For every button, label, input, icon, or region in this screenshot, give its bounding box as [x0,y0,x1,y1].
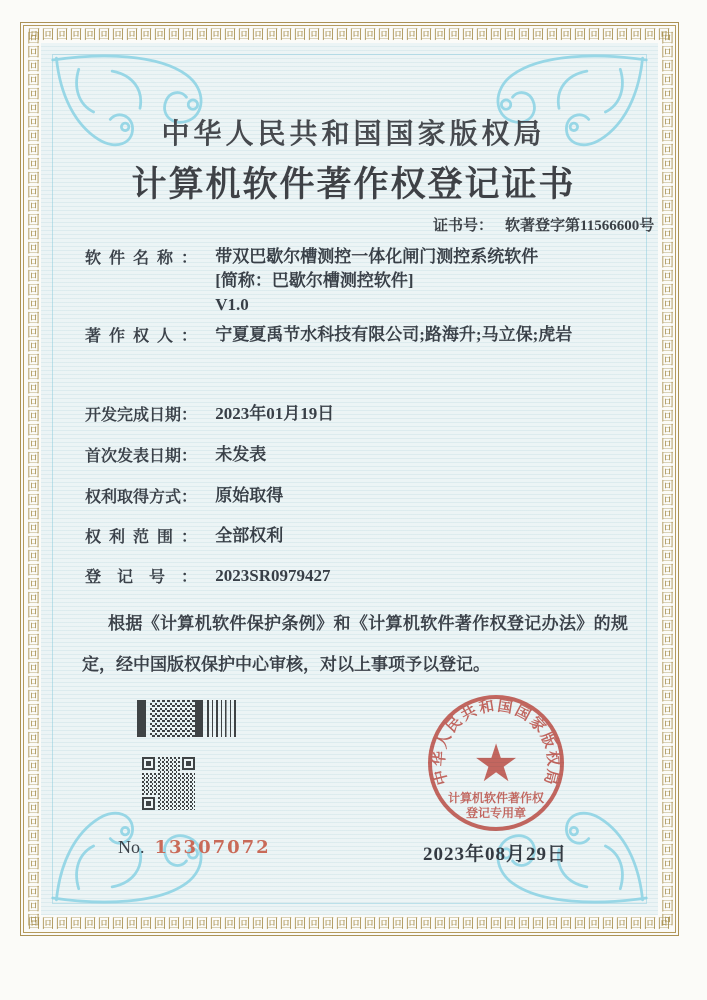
issue-date: 2023年08月29日 [423,844,568,865]
serial-number: 13307072 [154,837,271,858]
field-label-first-publication: 首次发表日期： [85,448,198,465]
border-pattern-right: 回回回回回回回回回回回回回回回回回回回回回回回回回回回回回回回回回回回回回回回回回回回回回回回回回回回回回回回回回回回回回回回回 [659,31,674,927]
qr-code [142,757,195,810]
field-value-acquisition-method: 原始取得 [215,486,284,505]
border-pattern-bottom: 回回回回回回回回回回回回回回回回回回回回回回回回回回回回回回回回回回回回回回回回回回回回回回 [27,916,672,931]
seal-star-icon: ★ [472,736,520,793]
border-pattern-left: 回回回回回回回回回回回回回回回回回回回回回回回回回回回回回回回回回回回回回回回回回回回回回回回回回回回回回回回回回回回回回回回回 [25,31,40,927]
field-value-copyright-owner: 宁夏夏禹节水科技有限公司;路海升;马立保;虎岩 [215,325,573,344]
field-value-registration-number: 2023SR0979427 [215,566,331,585]
field-label-registration-number: 登记号： [85,569,197,586]
field-label-completion-date: 开发完成日期： [85,407,198,424]
field-row-registration-number [85,564,330,588]
official-seal [426,693,566,833]
field-value-rights-scope: 全部权利 [215,526,284,545]
certificate-number-label: 证书号： [433,218,494,234]
field-label-software-name: 软件名称： [85,250,197,267]
serial-label: No. [118,837,145,857]
field-label-acquisition-method: 权利取得方式： [85,489,198,506]
field-value-completion-date: 2023年01月19日 [215,404,335,423]
field-row-acquisition-method [85,484,283,508]
certificate-number [433,214,654,235]
field-row-first-publication [85,443,266,467]
seal-ring-text: 中华人民共和国国家版权局 [431,698,561,787]
border-pattern-top: 回回回回回回回回回回回回回回回回回回回回回回回回回回回回回回回回回回回回回回回回回回回回回回 [27,27,672,42]
issuer-title: 中华人民共和国国家版权局 [161,119,546,150]
certificate-number-value: 软著登字第11566600号 [505,218,655,234]
field-label-rights-scope: 权利范围： [85,529,197,546]
field-label-copyright-owner: 著作权人： [85,328,197,345]
field-row-software-name [85,245,538,317]
field-row-copyright-owner [85,323,572,347]
field-value-software-name: 带双巴歇尔槽测控一体化闸门测控系统软件 [简称：巴歇尔槽测控软件] V1.0 [215,247,539,314]
registration-statement: 根据《计算机软件保护条例》和《计算机软件著作权登记办法》的规定，经中国版权保护中心审核，对以上事项予以登记。 [82,614,628,674]
certificate-title: 计算机软件著作权登记证书 [131,165,576,204]
field-value-first-publication: 未发表 [215,445,267,464]
serial-line [118,837,271,858]
seal-caption-line1: 计算机软件著作权 [447,791,545,805]
field-row-completion-date [85,402,334,426]
seal-caption-line2: 登记专用章 [465,806,527,820]
barcode [137,700,238,737]
field-row-rights-scope [85,524,283,548]
